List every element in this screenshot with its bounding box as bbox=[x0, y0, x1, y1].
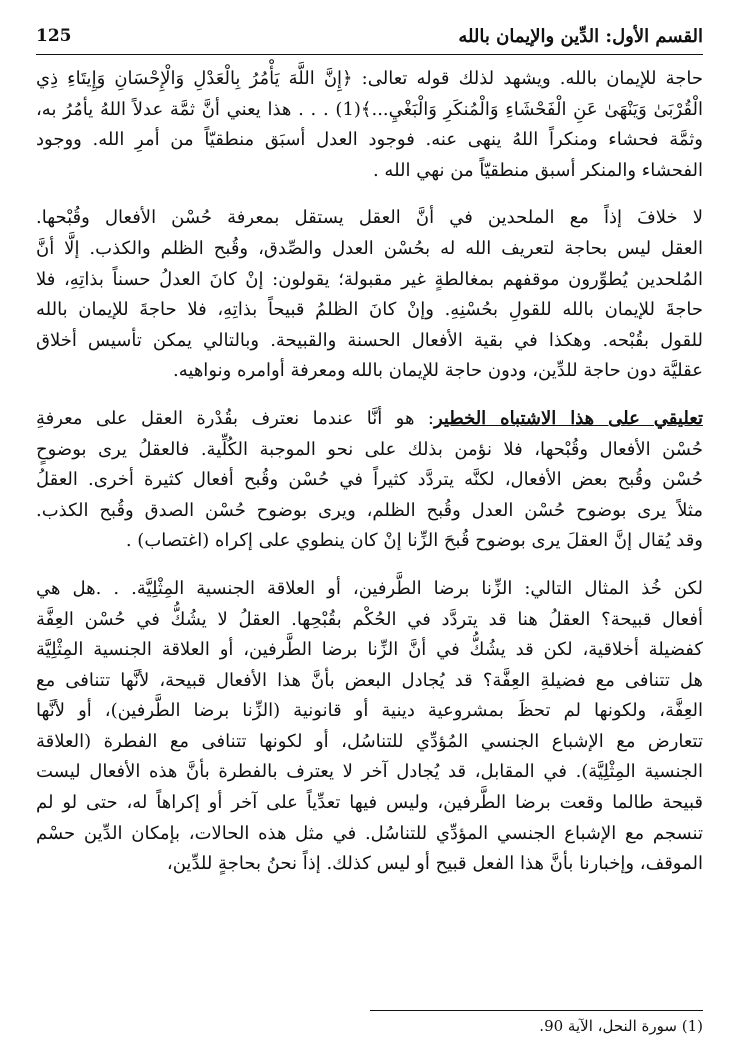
text-line: للقول بقُبْحه. وهكذا في بقية الأفعال الحسنة والقبيحة. وبالتالي يمكن تأسيس أخلاق bbox=[36, 329, 703, 351]
body-text bbox=[36, 64, 703, 897]
text-line: حُسْن الأفعال وقُبْحها، فلا نؤمن بذلك على نحو الموجبة الكُلِّية. فالعقلُ يرى بوضوحٍ bbox=[36, 438, 703, 460]
footnote: (1) سورة النحل، الآية 90. bbox=[539, 1017, 703, 1035]
text-line: الفحشاء والمنكر أسبق منطقيّاً من نهي الله . bbox=[372, 159, 703, 181]
text-line: قبيحة طالما وقعت برضا الطَّرفين، وليس فيها تعدِّياً على آخر أو إكراهاً له، حتى لو لم bbox=[36, 792, 703, 814]
text-line: العِفَّة، ولكونها لم تحظَ بمشروعية دينية أو قانونية (الزِّنا برضا الطَّرفين)، أو لأنَّها bbox=[36, 700, 703, 722]
text-line: وقد يُقال إنَّ العقلَ يرى بوضوح قُبحَ الزِّنا إنْ كان ينطوي على إكراه (اغتصاب) . bbox=[125, 530, 703, 552]
text-line: مثلاً يرى بوضوح حُسْن العدل وقُبح الظلم، ويرى بوضوح حُسْن الصدق وقُبح الكذب. bbox=[36, 499, 703, 521]
text-line: وثمَّة فحشاء ومنكراً اللهُ ينهى عنه. فوجود العدل أسبَق منطقيّاً من أمرِ الله. ووجود bbox=[36, 129, 703, 151]
paragraph-3 bbox=[36, 404, 703, 557]
text-line: كفضيلة أخلاقية، لكن قد يشُكُّ في أنَّ الزِّنا برضا الطَّرفين، أو العلاقة الجنسية المِثْلِيَّة bbox=[36, 639, 703, 661]
text-line: أفعال قبيحة؟ العقلُ هنا قد يتردَّد في الحُكْم بقُبْحِها. العقلُ لا يشُكُّ في حُسْن العِفَّة bbox=[36, 608, 703, 630]
text-line: لا خلافَ إذاً مع الملحدين في أنَّ العقل يستقل بمعرفة حُسْن الأفعال وقُبْحها. bbox=[36, 207, 703, 229]
text-line-rest: : هو أنَّا عندما نعترف بقُدْرة العقل على معرفةِ bbox=[36, 407, 434, 429]
text-line: الموقف، وإخبارنا بأنَّ هذا الفعل قبيح أو ليس كذلك. إذاً نحنُ بحاجةٍ للدِّين، bbox=[166, 853, 703, 875]
paragraph-lead: تعليقي على هذا الاشتباه الخطير bbox=[433, 407, 703, 429]
text-line: عقليَّة دون حاجة للدِّين، ودون حاجة للإيمان بالله ومعرفة أوامره ونواهيه. bbox=[173, 360, 703, 382]
text-line: حاجةَ للإيمان بالله للقولِ بحُسْنِهِ. وإنْ كانَ الظلمُ قبيحاً بذاتِهِ، فلا حاجةَ للإيمان بالله bbox=[36, 299, 703, 321]
text-line: تنسجم مع الإشباع الجنسي المؤدِّي للتناسُل. في مثل هذه الحالات، بإمكان الدِّين حسْم bbox=[36, 822, 703, 844]
text-line: حُسْن وقُبح بعض الأفعال، لكنَّه يتردَّد كثيراً في حُسْن وقُبح أفعال كثيرة أخرى. العقلُ bbox=[36, 469, 703, 491]
text-line: الْقُرْبَىٰ وَيَنْهَىٰ عَنِ الْفَحْشَاءِ وَالْمُنكَرِ وَالْبَغْيِ...﴾(1) . . . هذا يعني أنَّ ثمَّة عدلاً اللهُ يأمُرُ به، bbox=[36, 98, 704, 120]
page-header bbox=[36, 14, 703, 55]
text-line: تتعارض مع الإشباع الجنسي المُؤدِّي للتناسُل، أو لكونها تتنافى مع الفطرة (العلاقة bbox=[36, 730, 703, 752]
paragraph-2 bbox=[36, 203, 703, 387]
footnote-rule bbox=[370, 1010, 703, 1011]
page-number: 125 bbox=[36, 26, 72, 46]
text-line: الجنسية المِثْلِيَّة). في المقابل، قد يُجادل آخر لا يعترف بالفطرة بأنَّ هذه الأفعال ليست bbox=[36, 761, 703, 783]
text-line: العقل ليس بحاجة لتعريف الله له بحُسْن العدل والصِّدق، وقُبح الظلم والكذب. إلَّا أنَّ bbox=[36, 237, 703, 259]
paragraph-1 bbox=[36, 64, 703, 186]
text-line: لكن خُذ المثال التالي: الزِّنا برضا الطَّرفين، أو العلاقة الجنسية المِثْلِيَّة. . .هل هي bbox=[36, 577, 703, 599]
text-line bbox=[36, 404, 703, 435]
text-line: هل تتنافى مع فضيلةِ العِفَّة؟ قد يُجادل البعض بأنَّ هذا الأفعال قبيحة، لأنَّها تتنافى مع bbox=[36, 669, 703, 691]
paragraph-4 bbox=[36, 574, 703, 880]
chapter-title: القسم الأول: الدِّين والإيمان بالله bbox=[458, 26, 703, 47]
text-line: المُلحدين يُطوِّرون موقفهم بمغالطةٍ غير مقبولة؛ يقولون: إنْ كانَ العدلُ حسناً بذاتِهِ، فلا bbox=[36, 268, 703, 290]
text-line: حاجة للإيمان بالله. ويشهد لذلك قوله تعالى: ﴿إِنَّ اللَّهَ يَأْمُرُ بِالْعَدْلِ وَالْإِحْسَانِ وَإِيتَاءِ ذِي bbox=[36, 68, 703, 89]
